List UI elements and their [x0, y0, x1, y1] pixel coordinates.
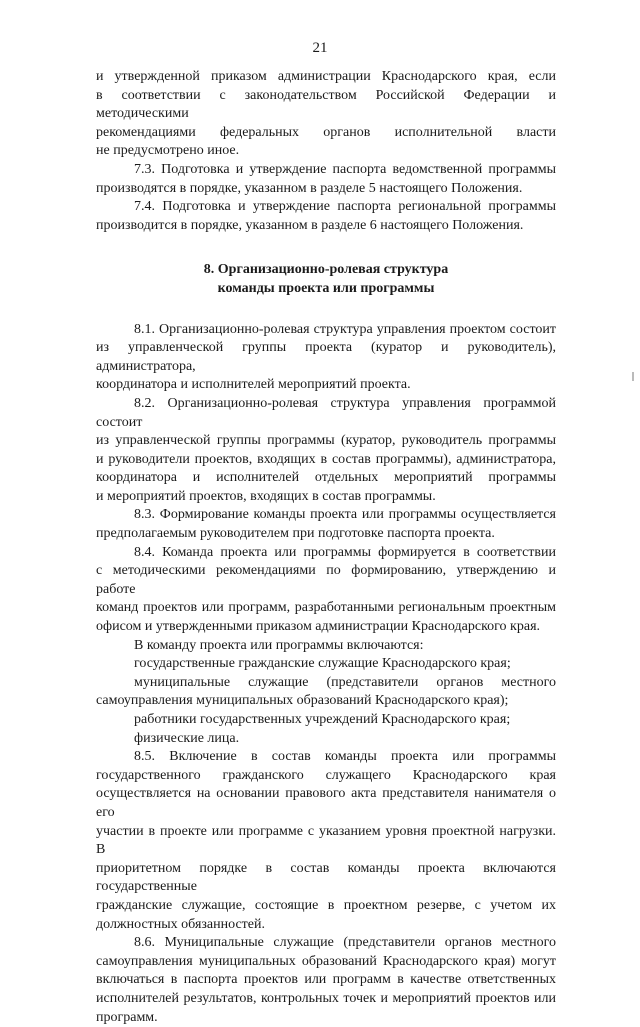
paragraph-line: в соответствии с законодательством Российской Федерации и методическими	[96, 87, 556, 124]
paragraph-line: участии в проекте или программе с указанием уровня проектной нагрузки. В	[96, 823, 556, 860]
paragraph-line: производится в порядке, указанном в разделе 6 настоящего Положения.	[96, 217, 556, 236]
paragraph-line: самоуправления муниципальных образований Краснодарского края);	[96, 692, 556, 711]
paragraph-line: не предусмотрено иное.	[96, 142, 556, 161]
section-heading-line-2: команды проекта или программы	[96, 280, 556, 299]
section-heading-line-1: 8. Организационно-ролевая структура	[96, 261, 556, 280]
paragraph-line: и мероприятий проектов, входящих в состав программы.	[96, 488, 556, 507]
paragraph-line: самоуправления муниципальных образований Краснодарского края) могут	[96, 953, 556, 972]
paragraph-line: рекомендациями федеральных органов исполнительной власти	[96, 124, 556, 143]
document-body	[96, 68, 556, 1027]
paragraph-line: муниципальные служащие (представители органов местного	[96, 674, 556, 693]
paragraph-line: из управленческой группы проекта (куратор и руководитель), администратора,	[96, 339, 556, 376]
paragraph-line: и утвержденной приказом администрации Краснодарского края, если	[96, 68, 556, 87]
page-number: 21	[0, 40, 640, 57]
paragraph-line: 8.5. Включение в состав команды проекта или программы	[96, 748, 556, 767]
top-paragraphs	[96, 68, 556, 235]
paragraph-line: программ.	[96, 1009, 556, 1027]
paragraph-line: из управленческой группы программы (куратор, руководитель программы	[96, 432, 556, 451]
paragraph-line: исполнителей результатов, контрольных точек и мероприятий проектов или	[96, 990, 556, 1009]
paragraph-line: предполагаемым руководителем при подготовке паспорта проекта.	[96, 525, 556, 544]
paragraph-line: 7.4. Подготовка и утверждение паспорта региональной программы	[96, 198, 556, 217]
bottom-paragraphs	[96, 321, 556, 1027]
paragraph-line: координатора и исполнителей отдельных мероприятий программы	[96, 469, 556, 488]
paragraph-line: с методическими рекомендациями по формированию, утверждению и работе	[96, 562, 556, 599]
paragraph-line: включаться в паспорта проектов или программ в качестве ответственных	[96, 971, 556, 990]
paragraph-line: 8.2. Организационно-ролевая структура управления программой состоит	[96, 395, 556, 432]
paragraph-line: 7.3. Подготовка и утверждение паспорта ведомственной программы	[96, 161, 556, 180]
paragraph-line: осуществляется на основании правового акта представителя нанимателя о его	[96, 785, 556, 822]
paragraph-line: координатора и исполнителей мероприятий проекта.	[96, 376, 556, 395]
paragraph-line: 8.6. Муниципальные служащие (представители органов местного	[96, 934, 556, 953]
paragraph-line: производятся в порядке, указанном в разделе 5 настоящего Положения.	[96, 180, 556, 199]
paragraph-line: гражданские служащие, состоящие в проектном резерве, с учетом их	[96, 897, 556, 916]
paragraph-line: государственные гражданские служащие Краснодарского края;	[96, 655, 556, 674]
paragraph-line: 8.3. Формирование команды проекта или программы осуществляется	[96, 506, 556, 525]
paragraph-line: команд проектов или программ, разработанными региональным проектным	[96, 599, 556, 618]
paragraph-line: работники государственных учреждений Краснодарского края;	[96, 711, 556, 730]
section-heading	[96, 261, 556, 298]
paragraph-line: офисом и утвержденными приказом администрации Краснодарского края.	[96, 618, 556, 637]
paragraph-line: В команду проекта или программы включаются:	[96, 637, 556, 656]
paragraph-line: физические лица.	[96, 730, 556, 749]
paragraph-line: и руководители проектов, входящих в состав программы), администратора,	[96, 451, 556, 470]
paragraph-line: приоритетном порядке в состав команды проекта включаются государственные	[96, 860, 556, 897]
paragraph-line: 8.4. Команда проекта или программы формируется в соответствии	[96, 544, 556, 563]
paragraph-line: государственного гражданского служащего Краснодарского края	[96, 767, 556, 786]
paragraph-line: 8.1. Организационно-ролевая структура управления проектом состоит	[96, 321, 556, 340]
paragraph-line: должностных обязанностей.	[96, 916, 556, 935]
margin-mark	[632, 372, 634, 381]
